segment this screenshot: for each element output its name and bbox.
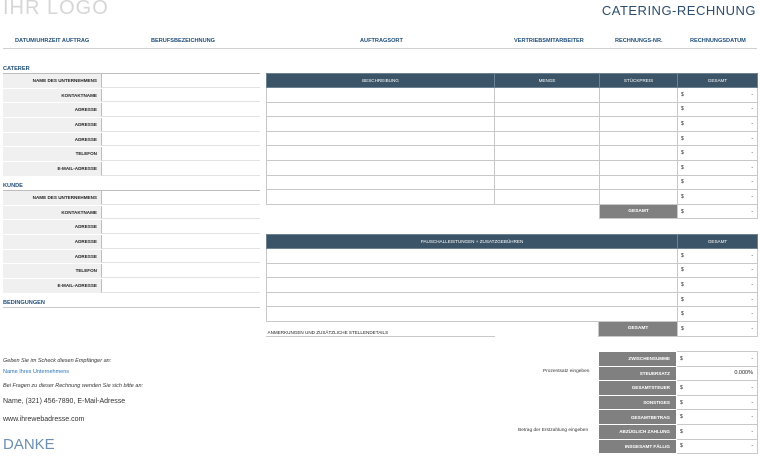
- field-label: E-MAIL-ADRESSE: [3, 279, 101, 293]
- field-label: TELEFON: [3, 147, 101, 161]
- caterer-address2-input[interactable]: [101, 118, 260, 132]
- amount-due-value: [677, 439, 758, 454]
- field-label: ADRESSE: [3, 235, 101, 249]
- header-job-title: BERUFSBEZEICHNUNG: [151, 38, 216, 44]
- field-label: ADRESSE: [3, 250, 101, 264]
- amount-value: -: [751, 252, 754, 259]
- header-invoice-number: RECHNUNGS-NR.: [615, 38, 663, 44]
- items-description-cell[interactable]: [267, 146, 495, 161]
- currency-symbol: $: [681, 135, 684, 142]
- currency-symbol: $: [681, 267, 684, 274]
- items-unit-price-cell[interactable]: [600, 102, 678, 117]
- notes-divider: [266, 336, 495, 337]
- deposit-hint: Betrag der Erstzahlung eingeben: [518, 428, 589, 433]
- caterer-address1-input[interactable]: [101, 103, 260, 117]
- subtotal-value: [677, 352, 758, 367]
- fees-row: [267, 292, 758, 307]
- items-unit-price-cell[interactable]: [600, 175, 678, 190]
- items-description-cell[interactable]: [267, 102, 495, 117]
- currency-symbol: $: [681, 164, 684, 171]
- caterer-row-address3: [3, 133, 260, 148]
- currency-symbol: $: [680, 443, 683, 450]
- contact-info: Name, (321) 456-7890, E-Mail-Adresse: [3, 398, 126, 405]
- caterer-row-phone: [3, 147, 260, 162]
- terms-divider: [3, 307, 260, 308]
- tax-rate-input[interactable]: 0.000%: [677, 366, 758, 381]
- amount-value: -: [751, 106, 753, 113]
- items-quantity-cell[interactable]: [495, 160, 600, 175]
- items-row: [267, 190, 758, 205]
- field-label: ADRESSE: [3, 118, 101, 132]
- items-quantity-cell[interactable]: [495, 102, 600, 117]
- grand-total-label: GESAMTBETRAG: [599, 410, 677, 425]
- items-header-total: GESAMT: [678, 74, 758, 88]
- deposit-input[interactable]: [677, 424, 758, 439]
- tax-rate-label: STEUERSATZ: [599, 366, 677, 381]
- caterer-row-company: [3, 74, 260, 89]
- caterer-row-address2: [3, 118, 260, 133]
- items-row: [267, 146, 758, 161]
- items-description-cell[interactable]: [267, 117, 495, 132]
- items-row-total: [678, 160, 758, 175]
- items-unit-price-cell[interactable]: [600, 131, 678, 146]
- customer-row-address2: [3, 235, 260, 250]
- header-sales-rep: VERTRIEBSMITARBEITER: [514, 38, 584, 44]
- deposit-label: ABZÜGLICH ZAHLUNG: [599, 424, 677, 439]
- items-quantity-cell[interactable]: [495, 146, 600, 161]
- amount-value: -: [751, 91, 753, 98]
- customer-address3-input[interactable]: [101, 250, 260, 264]
- amount-value: -: [751, 384, 753, 391]
- items-quantity-cell[interactable]: [495, 175, 600, 190]
- customer-company-input[interactable]: [101, 191, 260, 205]
- field-label: KONTAKTNAME: [3, 89, 101, 103]
- fees-description-cell[interactable]: [267, 307, 678, 322]
- amount-value: -: [751, 355, 753, 362]
- items-description-cell[interactable]: [267, 175, 495, 190]
- currency-symbol: $: [681, 208, 684, 215]
- amount-value: -: [751, 208, 753, 215]
- spacer-cell: [495, 204, 600, 219]
- items-row-total: [678, 190, 758, 205]
- caterer-phone-input[interactable]: [101, 147, 260, 161]
- customer-row-contact: [3, 206, 260, 221]
- amount-value: -: [751, 164, 753, 171]
- items-row: [267, 175, 758, 190]
- items-row-total: [678, 131, 758, 146]
- currency-symbol: $: [681, 325, 684, 332]
- items-unit-price-cell[interactable]: [600, 88, 678, 103]
- amount-value: -: [751, 428, 753, 435]
- fees-row: [267, 263, 758, 278]
- items-row-total: [678, 117, 758, 132]
- fees-header-description: PAUSCHALLEISTUNGEN + ZUSATZGEBÜHREN: [267, 235, 678, 249]
- customer-contact-input[interactable]: [101, 206, 260, 220]
- items-row: [267, 131, 758, 146]
- caterer-contact-input[interactable]: [101, 89, 260, 103]
- total-tax-label: GESAMTSTEUER: [599, 381, 677, 396]
- amount-value: -: [751, 311, 754, 318]
- header-order-location: AUFTRAGSORT: [360, 38, 403, 44]
- caterer-email-input[interactable]: [101, 162, 260, 176]
- field-label: NAME DES UNTERNEHMENS: [3, 191, 101, 205]
- fees-header-total: GESAMT: [678, 235, 758, 249]
- amount-value: -: [751, 399, 753, 406]
- items-row: [267, 160, 758, 175]
- currency-symbol: $: [681, 91, 684, 98]
- terms-section-title: BEDINGUNGEN: [3, 300, 45, 306]
- fees-row: [267, 249, 758, 264]
- currency-symbol: $: [681, 193, 684, 200]
- amount-value: -: [751, 179, 753, 186]
- fees-row-total[interactable]: [678, 307, 758, 322]
- customer-table: [3, 190, 260, 294]
- currency-symbol: $: [681, 252, 684, 259]
- currency-symbol: $: [681, 296, 684, 303]
- items-quantity-cell[interactable]: [495, 131, 600, 146]
- header-divider: [3, 48, 757, 49]
- currency-symbol: $: [680, 414, 683, 421]
- customer-address2-input[interactable]: [101, 235, 260, 249]
- customer-row-phone: [3, 264, 260, 279]
- caterer-row-address1: [3, 103, 260, 118]
- other-input[interactable]: [677, 395, 758, 410]
- fees-total-label: GESAMT: [599, 321, 678, 336]
- amount-value: -: [751, 443, 753, 450]
- fees-description-cell[interactable]: [267, 249, 678, 264]
- items-table: [266, 73, 758, 219]
- caterer-address3-input[interactable]: [101, 133, 260, 147]
- grand-total-value: [677, 410, 758, 425]
- items-row-total: [678, 146, 758, 161]
- caterer-table: [3, 73, 260, 177]
- fees-table: [266, 234, 758, 337]
- items-total-label: GESAMT: [600, 204, 678, 219]
- logo-placeholder: IHR LOGO: [3, 0, 109, 19]
- header-order-datetime: DATUM/UHRZEIT AUFTRAG: [15, 38, 90, 44]
- amount-value: -: [751, 193, 753, 200]
- items-row-total: [678, 175, 758, 190]
- currency-symbol: $: [681, 150, 684, 157]
- caterer-section-title: CATERER: [3, 66, 30, 72]
- amount-value: -: [751, 150, 753, 157]
- amount-value: -: [751, 135, 753, 142]
- currency-symbol: $: [680, 399, 683, 406]
- items-unit-price-cell[interactable]: [600, 117, 678, 132]
- amount-value: -: [751, 296, 754, 303]
- other-label: SONSTIGES: [599, 395, 677, 410]
- items-unit-price-cell[interactable]: [600, 160, 678, 175]
- currency-symbol: $: [680, 384, 683, 391]
- fees-row: [267, 278, 758, 293]
- currency-symbol: $: [681, 311, 684, 318]
- fees-total-value: [678, 321, 758, 336]
- notes-label: ANMERKUNGEN UND ZUSÄTZLICHE STELLENDETAILS: [267, 330, 389, 336]
- summary-table: [598, 351, 758, 454]
- amount-value: -: [751, 120, 753, 127]
- customer-email-input[interactable]: [101, 279, 260, 293]
- header-invoice-date: RECHNUNGSDATUM: [690, 38, 746, 44]
- items-row-total: [678, 88, 758, 103]
- field-label: ADRESSE: [3, 103, 101, 117]
- items-header-quantity: MENGE: [495, 74, 600, 88]
- currency-symbol: $: [681, 106, 684, 113]
- items-unit-price-cell[interactable]: [600, 146, 678, 161]
- caterer-company-input[interactable]: [101, 74, 260, 88]
- currency-symbol: $: [681, 120, 684, 127]
- fees-row-total[interactable]: [678, 263, 758, 278]
- field-label: NAME DES UNTERNEHMENS: [3, 74, 101, 88]
- customer-address1-input[interactable]: [101, 220, 260, 234]
- terms-input[interactable]: [3, 309, 260, 349]
- fees-row: [267, 307, 758, 322]
- customer-row-company: [3, 191, 260, 206]
- items-unit-price-cell[interactable]: [600, 190, 678, 205]
- fees-row-total[interactable]: [678, 292, 758, 307]
- items-description-cell[interactable]: [267, 131, 495, 146]
- items-header-unit-price: STÜCKPREIS: [600, 74, 678, 88]
- items-row: [267, 117, 758, 132]
- spacer-cell: [267, 204, 495, 219]
- fees-row-total[interactable]: [678, 249, 758, 264]
- check-payee-note: Geben Sie im Scheck diesen Empfänger an:: [3, 358, 112, 364]
- percent-hint: Prozentsatz eingeben: [543, 369, 590, 374]
- field-label: ADRESSE: [3, 133, 101, 147]
- items-description-cell[interactable]: [267, 88, 495, 103]
- fees-description-cell[interactable]: [267, 278, 678, 293]
- field-label: TELEFON: [3, 264, 101, 278]
- items-row: [267, 102, 758, 117]
- caterer-row-contact: [3, 89, 260, 104]
- customer-phone-input[interactable]: [101, 264, 260, 278]
- amount-value: -: [751, 267, 754, 274]
- caterer-row-email: [3, 162, 260, 177]
- fees-description-cell[interactable]: [267, 263, 678, 278]
- customer-section-title: KUNDE: [3, 183, 23, 189]
- currency-symbol: $: [681, 179, 684, 186]
- thank-you-text: DANKE: [3, 436, 55, 453]
- customer-row-address3: [3, 250, 260, 265]
- questions-note: Bei Fragen zu dieser Rechnung wenden Sie sich bitte an:: [3, 383, 144, 389]
- field-label: E-MAIL-ADRESSE: [3, 162, 101, 176]
- currency-symbol: $: [680, 355, 683, 362]
- customer-row-address1: [3, 220, 260, 235]
- items-description-cell[interactable]: [267, 190, 495, 205]
- fees-row-total[interactable]: [678, 278, 758, 293]
- total-tax-value: [677, 381, 758, 396]
- items-header-description: BESCHREIBUNG: [267, 74, 495, 88]
- amount-value: -: [751, 281, 754, 288]
- currency-symbol: $: [680, 428, 683, 435]
- items-quantity-cell[interactable]: [495, 88, 600, 103]
- company-name-link[interactable]: Name Ihres Unternehmens: [3, 369, 70, 375]
- amount-due-label: INSGESAMT FÄLLIG: [599, 439, 677, 454]
- invoice-title: CATERING-RECHNUNG: [601, 3, 756, 18]
- items-total-value: [678, 204, 758, 219]
- fees-description-cell[interactable]: [267, 292, 678, 307]
- customer-row-email: [3, 279, 260, 294]
- items-row: [267, 88, 758, 103]
- items-quantity-cell[interactable]: [495, 117, 600, 132]
- website-link[interactable]: www.ihrewebadresse.com: [3, 416, 85, 423]
- items-description-cell[interactable]: [267, 160, 495, 175]
- amount-value: -: [751, 325, 754, 332]
- subtotal-label: ZWISCHENSUMME: [599, 352, 677, 367]
- field-label: ADRESSE: [3, 220, 101, 234]
- items-row-total: [678, 102, 758, 117]
- amount-value: -: [751, 414, 753, 421]
- items-quantity-cell[interactable]: [495, 190, 600, 205]
- field-label: KONTAKTNAME: [3, 206, 101, 220]
- currency-symbol: $: [681, 281, 684, 288]
